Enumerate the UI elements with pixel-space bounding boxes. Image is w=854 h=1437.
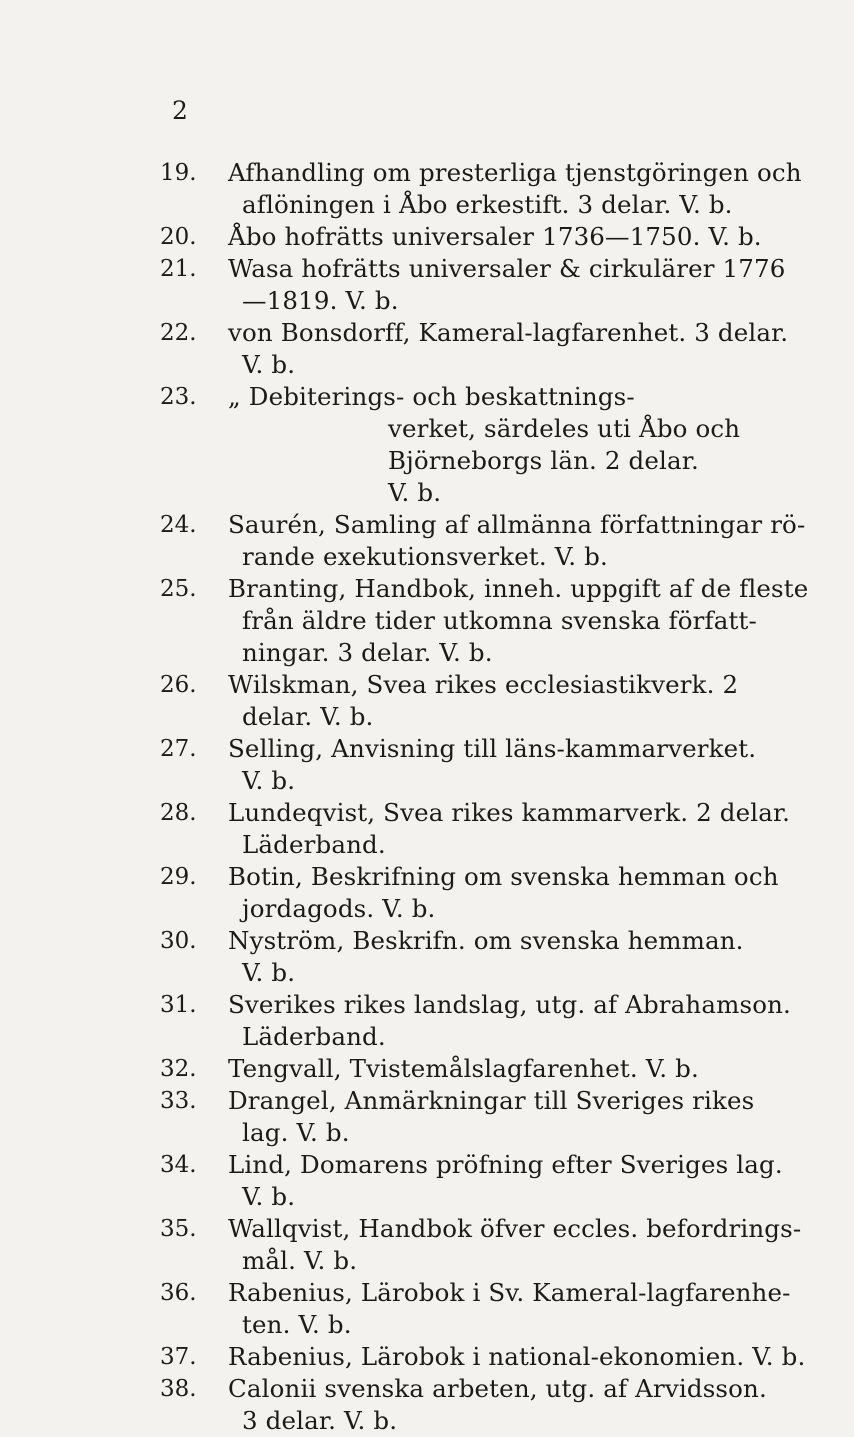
catalog-entry (0, 1053, 854, 1085)
entry-text (228, 669, 784, 733)
entry-line: von Bonsdorff, Kameral-lagfarenhet. 3 delar. (228, 318, 789, 347)
catalog-entry (0, 1213, 854, 1277)
entry-text (228, 1053, 784, 1085)
catalog-entry (0, 733, 854, 797)
catalog-entry (0, 381, 854, 509)
entry-line: Wasa hofrätts universaler & cirkulärer 1776 (228, 254, 786, 283)
catalog-entries (0, 157, 854, 1437)
entry-text (228, 381, 784, 509)
entry-text (228, 1277, 791, 1341)
catalog-entry (0, 253, 854, 317)
entry-line: aflöningen i Åbo erkestift. 3 delar. V. b. (242, 190, 733, 219)
catalog-entry (0, 573, 854, 669)
entry-line: Läderband. (242, 1022, 386, 1051)
entry-line: delar. V. b. (242, 702, 374, 731)
entry-line: ningar. 3 delar. V. b. (242, 638, 493, 667)
entry-line: V. b. (242, 958, 296, 987)
entry-text (228, 317, 789, 381)
entry-number: 29. (160, 864, 197, 890)
entry-number: 21. (160, 256, 197, 282)
entry-number: 23. (160, 384, 197, 410)
entry-number: 28. (160, 800, 197, 826)
catalog-entry (0, 1373, 854, 1437)
catalog-entry (0, 509, 854, 573)
entry-text (228, 925, 784, 989)
entry-line: V. b. (388, 478, 442, 507)
entry-number: 25. (160, 576, 197, 602)
entry-line: verket, särdeles uti Åbo och (388, 414, 741, 443)
catalog-entry (0, 797, 854, 861)
entry-line: Wallqvist, Handbok öfver eccles. befordrings- (228, 1214, 802, 1243)
entry-number: 22. (160, 320, 197, 346)
entry-line: V. b. (242, 350, 296, 379)
entry-line: Saurén, Samling af allmänna författningar rö- (228, 510, 806, 539)
entry-number: 32. (160, 1056, 197, 1082)
entry-number: 20. (160, 224, 197, 250)
entry-number: 38. (160, 1376, 197, 1402)
entry-line: Botin, Beskrifning om svenska hemman och (228, 862, 779, 891)
entry-number: 24. (160, 512, 197, 538)
entry-line: ten. V. b. (242, 1310, 352, 1339)
entry-text (228, 221, 784, 253)
entry-line: Nyström, Beskrifn. om svenska hemman. (228, 926, 744, 955)
entry-line: jordagods. V. b. (242, 894, 436, 923)
entry-number: 36. (160, 1280, 197, 1306)
entry-line: från äldre tider utkomna svenska författ- (242, 606, 757, 635)
catalog-entry (0, 1341, 854, 1373)
entry-text (228, 1373, 784, 1437)
entry-line: mål. V. b. (242, 1246, 358, 1275)
entry-line: Läderband. (242, 830, 386, 859)
catalog-entry (0, 989, 854, 1053)
entry-text (228, 1341, 806, 1373)
entry-text (228, 797, 791, 861)
entry-text (228, 733, 784, 797)
entry-number: 27. (160, 736, 197, 762)
entry-line: Åbo hofrätts universaler 1736—1750. V. b. (228, 222, 762, 251)
entry-line: Drangel, Anmärkningar till Sveriges rikes (228, 1086, 755, 1115)
catalog-entry (0, 861, 854, 925)
entry-number: 19. (160, 160, 197, 186)
entry-line: Lundeqvist, Svea rikes kammarverk. 2 delar. (228, 798, 791, 827)
entry-line: Branting, Handbok, inneh. uppgift af de fleste (228, 574, 809, 603)
entry-line: —1819. V. b. (242, 286, 399, 315)
entry-line: rande exekutionsverket. V. b. (242, 542, 608, 571)
catalog-entry (0, 317, 854, 381)
entry-number: 31. (160, 992, 197, 1018)
catalog-entry (0, 1149, 854, 1213)
entry-line: 3 delar. V. b. (242, 1406, 398, 1435)
entry-text (228, 253, 784, 317)
entry-text (228, 1213, 802, 1277)
entry-line: V. b. (242, 766, 296, 795)
entry-number: 37. (160, 1344, 197, 1370)
entry-line: Tengvall, Tvistemålslagfarenhet. V. b. (228, 1054, 699, 1083)
entry-number: 35. (160, 1216, 197, 1242)
entry-line: Björneborgs län. 2 delar. (388, 446, 699, 475)
entry-text (228, 989, 791, 1053)
entry-text (228, 573, 809, 669)
catalog-entry (0, 1277, 854, 1341)
catalog-entry (0, 157, 854, 221)
entry-line: Sverikes rikes landslag, utg. af Abrahamson. (228, 990, 791, 1019)
entry-number: 26. (160, 672, 197, 698)
entry-line: Rabenius, Lärobok i Sv. Kameral-lagfarenhe- (228, 1278, 791, 1307)
entry-line: lag. V. b. (242, 1118, 350, 1147)
catalog-entry (0, 925, 854, 989)
entry-line: Lind, Domarens pröfning efter Sveriges lag. (228, 1150, 783, 1179)
entry-line: Afhandling om presterliga tjenstgöringen och (228, 158, 802, 187)
catalog-entry (0, 221, 854, 253)
entry-text (228, 509, 806, 573)
catalog-entry (0, 669, 854, 733)
entry-text (228, 157, 802, 221)
catalog-entry (0, 1085, 854, 1149)
page-number: 2 (172, 96, 188, 125)
entry-line: V. b. (242, 1182, 296, 1211)
entry-text (228, 1149, 784, 1213)
entry-text (228, 861, 784, 925)
entry-line: „ Debiterings- och beskattnings- (228, 382, 635, 411)
entry-number: 34. (160, 1152, 197, 1178)
entry-number: 30. (160, 928, 197, 954)
entry-number: 33. (160, 1088, 197, 1114)
entry-line: Calonii svenska arbeten, utg. af Arvidsson. (228, 1374, 767, 1403)
entry-line: Rabenius, Lärobok i national-ekonomien. V. b. (228, 1342, 806, 1371)
entry-text (228, 1085, 784, 1149)
entry-line: Wilskman, Svea rikes ecclesiastikverk. 2 (228, 670, 739, 699)
entry-line: Selling, Anvisning till läns-kammarverket. (228, 734, 757, 763)
